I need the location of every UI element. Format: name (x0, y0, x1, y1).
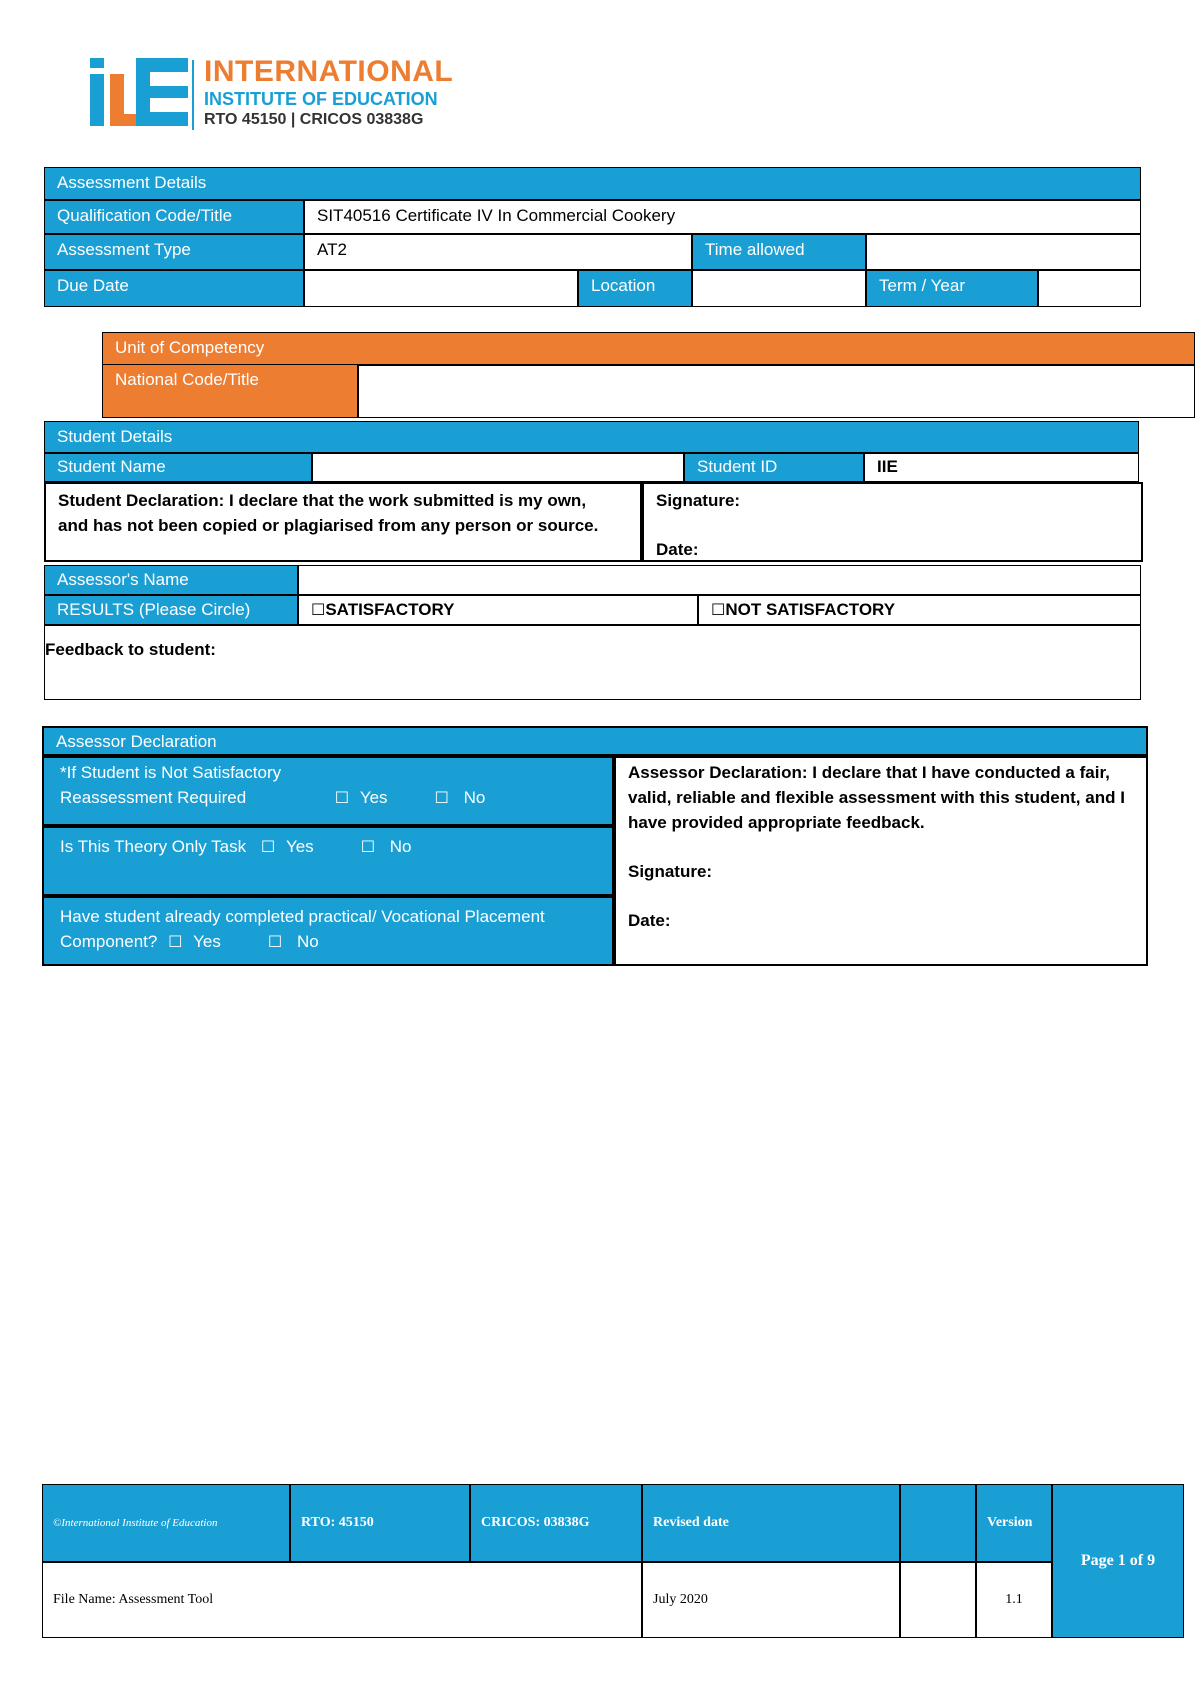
satisfactory-option[interactable] (298, 595, 698, 625)
student-name-label: Student Name (44, 453, 312, 482)
reassessment-no-checkbox-icon[interactable]: ☐ (434, 788, 449, 807)
qualification-field[interactable]: SIT40516 Certificate IV In Commercial Cookery (304, 200, 1141, 234)
reassessment-line-1: *If Student is Not Satisfactory (60, 763, 282, 782)
placement-no-label: No (296, 932, 319, 951)
footer-revised-date: July 2020 (642, 1562, 900, 1638)
assessor-declaration-line-1: Assessor Declaration: I declare that I have conducted a fair, (628, 763, 1110, 782)
assessor-name-label: Assessor's Name (44, 565, 298, 595)
theory-yes-checkbox-icon[interactable]: ☐ (260, 837, 276, 856)
footer-page-number: Page 1 of 9 (1052, 1484, 1184, 1638)
logo-divider (192, 60, 194, 130)
term-year-field[interactable] (1038, 270, 1141, 307)
student-declaration (44, 482, 642, 562)
location-field[interactable] (692, 270, 866, 307)
footer-copyright: ©International Institute of Education (42, 1484, 290, 1562)
assessor-name-field[interactable] (298, 565, 1141, 595)
reassessment-yes-label: Yes (359, 788, 388, 807)
student-signature-block[interactable] (642, 482, 1143, 562)
student-declaration-line-2: and has not been copied or plagiarised from any person or source. (58, 516, 599, 535)
unit-of-competency-header: Unit of Competency (102, 332, 1195, 365)
footer-version: 1.1 (976, 1562, 1052, 1638)
footer-rto: RTO: 45150 (290, 1484, 470, 1562)
assessor-date-label: Date: (628, 911, 671, 930)
iie-logo-icon (88, 56, 192, 128)
footer-blank-cell (900, 1562, 976, 1638)
results-label: RESULTS (Please Circle) (44, 595, 298, 625)
footer-version-label: Version (976, 1484, 1052, 1562)
logo-line-3: RTO 45150 | CRICOS 03838G (204, 111, 424, 128)
national-code-label: National Code/Title (102, 365, 358, 418)
placement-row (60, 929, 596, 954)
not-satisfactory-option[interactable] (698, 595, 1141, 625)
assessment-type-field[interactable]: AT2 (304, 234, 692, 270)
not-satisfactory-label: NOT SATISFACTORY (725, 600, 896, 619)
assessor-declaration-line-2: valid, reliable and flexible assessment with this student, and I (628, 788, 1125, 807)
time-allowed-label: Time allowed (692, 234, 866, 270)
student-id-field[interactable]: IIE (864, 453, 1139, 482)
footer-blank-header (900, 1484, 976, 1562)
student-name-field[interactable] (312, 453, 684, 482)
theory-only-question (42, 826, 614, 896)
placement-line-1: Have student already completed practical/ Vocational Placement (60, 907, 545, 926)
reassessment-yes-checkbox-icon[interactable]: ☐ (334, 788, 350, 807)
logo-text (204, 56, 453, 130)
reassessment-row (60, 785, 596, 810)
student-id-label: Student ID (684, 453, 864, 482)
placement-yes-label: Yes (193, 932, 221, 951)
footer-revised-label: Revised date (642, 1484, 900, 1562)
placement-question (42, 896, 614, 966)
reassessment-line-2: Reassessment Required (60, 788, 247, 807)
location-label: Location (578, 270, 692, 307)
assessor-declaration-header: Assessor Declaration (42, 726, 1148, 756)
theory-only-label: Is This Theory Only Task (60, 837, 247, 856)
theory-yes-label: Yes (285, 837, 314, 856)
satisfactory-checkbox-icon[interactable]: ☐ (311, 600, 326, 619)
student-signature-label: Signature: (656, 491, 741, 510)
due-date-field[interactable] (304, 270, 578, 307)
national-code-field[interactable] (358, 365, 1195, 418)
assessment-type-label: Assessment Type (44, 234, 304, 270)
feedback-label: Feedback to student: (45, 640, 216, 659)
reassessment-question (42, 756, 614, 826)
due-date-label: Due Date (44, 270, 304, 307)
placement-no-checkbox-icon[interactable]: ☐ (267, 932, 283, 951)
time-allowed-field[interactable] (866, 234, 1141, 270)
assessor-signature-label: Signature: (628, 862, 713, 881)
placement-line-2: Component? (60, 932, 158, 951)
placement-yes-checkbox-icon[interactable]: ☐ (168, 932, 183, 951)
student-declaration-line-1: Student Declaration: I declare that the work submitted is my own, (58, 491, 587, 510)
student-details-header: Student Details (44, 421, 1139, 453)
satisfactory-label: SATISFACTORY (325, 600, 455, 619)
feedback-box[interactable] (44, 625, 1141, 700)
assessor-declaration-block[interactable] (614, 756, 1148, 966)
logo-line-1: INTERNATIONAL (204, 55, 454, 88)
logo-line-2: INSTITUTE OF EDUCATION (204, 89, 438, 109)
student-date-label: Date: (656, 540, 699, 559)
qualification-label: Qualification Code/Title (44, 200, 304, 234)
footer-cricos: CRICOS: 03838G (470, 1484, 642, 1562)
footer-file-name: File Name: Assessment Tool (42, 1562, 642, 1638)
assessor-declaration-line-3: have provided appropriate feedback. (628, 813, 925, 832)
theory-no-checkbox-icon[interactable]: ☐ (360, 837, 376, 856)
reassessment-no-label: No (463, 788, 486, 807)
not-satisfactory-checkbox-icon[interactable]: ☐ (711, 600, 726, 619)
theory-only-row (60, 834, 596, 859)
term-year-label: Term / Year (866, 270, 1038, 307)
theory-no-label: No (389, 837, 412, 856)
assessment-details-header: Assessment Details (44, 167, 1141, 200)
